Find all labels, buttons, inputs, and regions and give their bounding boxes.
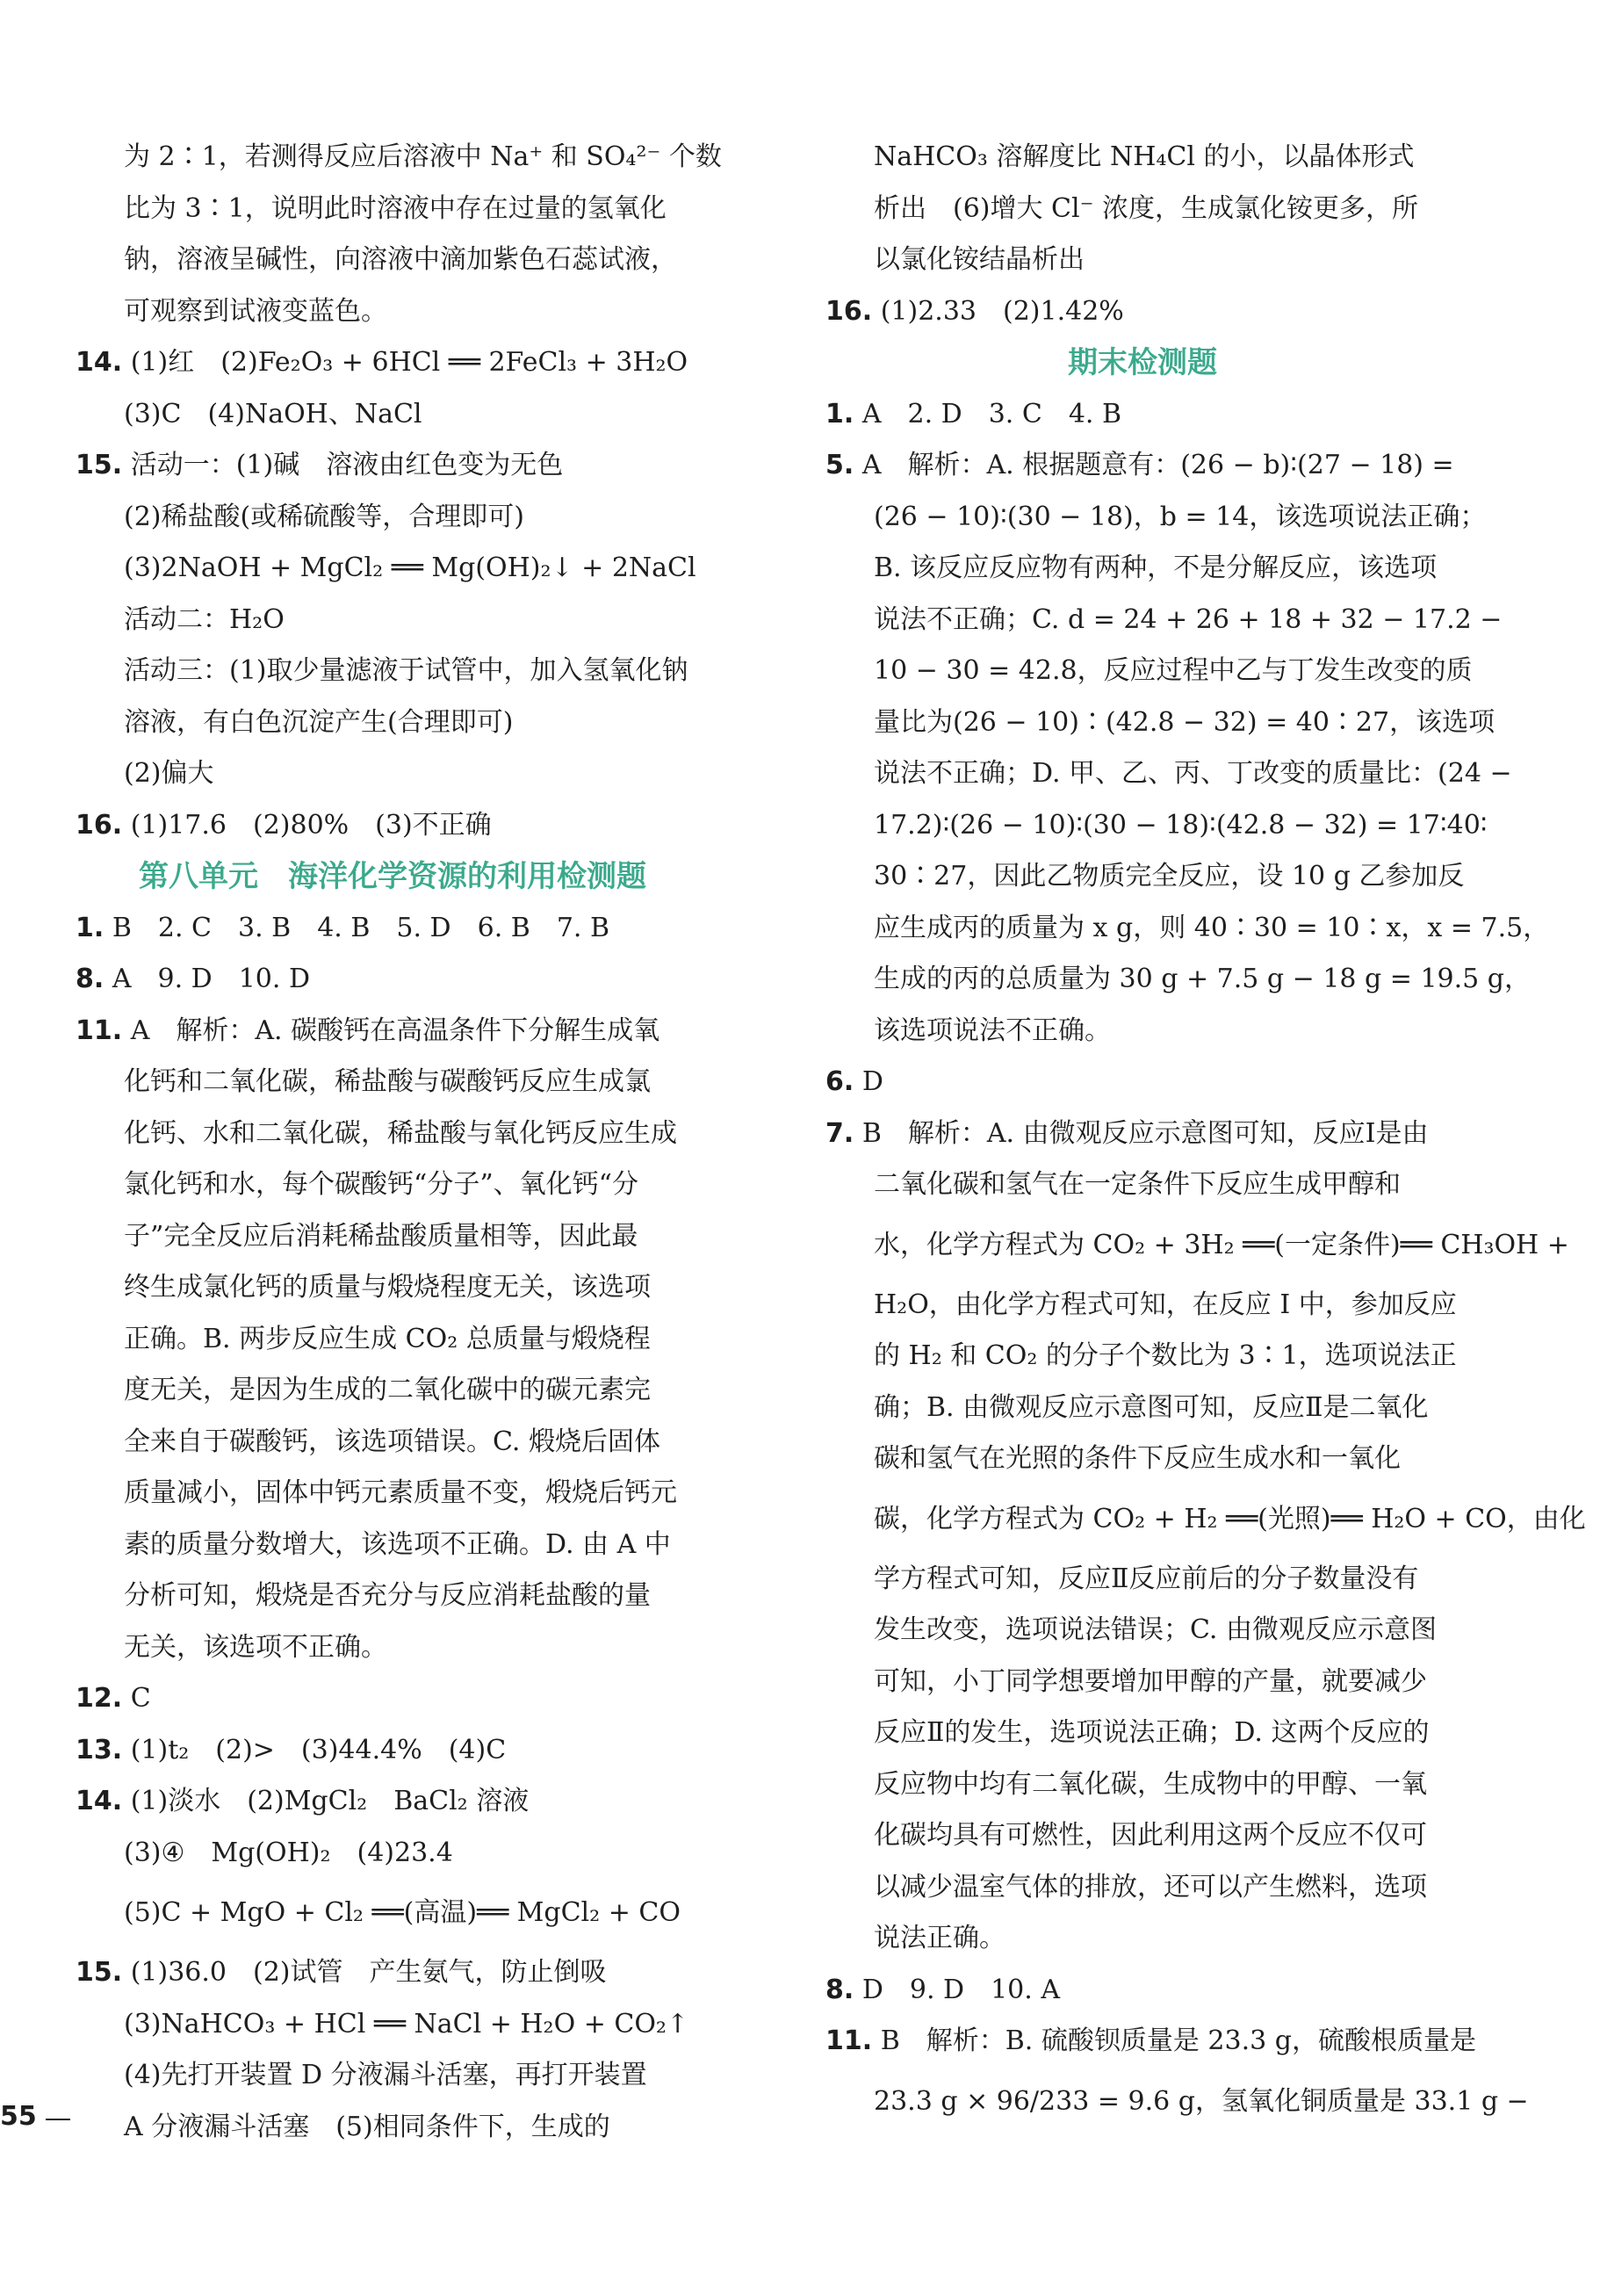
answer-line bbox=[76, 235, 710, 286]
answer-line bbox=[825, 2068, 1529, 2136]
answer-line bbox=[76, 492, 710, 544]
answer-text: 该选项说法不正确。 bbox=[874, 1014, 1111, 1046]
answer-line bbox=[825, 440, 1459, 492]
answer-text: H₂O，由化学方程式可知，在反应 Ⅰ 中，参加反应 bbox=[874, 1289, 1457, 1320]
answer-line bbox=[76, 1262, 710, 1314]
answer-line bbox=[76, 132, 722, 184]
answer-line bbox=[825, 1433, 1459, 1485]
answer-line bbox=[76, 595, 710, 646]
answer-text: (5)C + MgO + Cl₂ ══(高温)══ MgCl₂ + CO bbox=[124, 1897, 681, 1928]
answer-line bbox=[76, 440, 710, 492]
answer-line bbox=[76, 2050, 710, 2102]
answer-line bbox=[825, 748, 1512, 800]
answer-text: 二氧化碳和氢气在一定条件下反应生成甲醇和 bbox=[874, 1169, 1401, 1200]
answer-text: (4)先打开装置 D 分液漏斗活塞，再打开装置 bbox=[124, 2060, 647, 2090]
answer-text: 说法不正确；C. d = 24 + 26 + 18 + 32 − 17.2 − bbox=[874, 603, 1503, 635]
answer-text: 水，化学方程式为 CO₂ + 3H₂ ══(一定条件)══ CH₃OH + bbox=[874, 1229, 1569, 1260]
answer-text: 碳，化学方程式为 CO₂ + H₂ ══(光照)══ H₂O + CO，由化 bbox=[874, 1503, 1586, 1534]
answer-text: 的 H₂ 和 CO₂ 的分子个数比为 3∶1，选项说法正 bbox=[874, 1340, 1457, 1371]
answer-line bbox=[825, 697, 1495, 749]
answer-text: 可观察到试液变蓝色。 bbox=[124, 295, 387, 327]
answer-line bbox=[76, 954, 710, 1006]
answer-text: 确；B. 由微观反应示意图可知，反应Ⅱ是二氧化 bbox=[874, 1391, 1429, 1423]
answer-text: 化碳均具有可燃性，因此利用这两个反应不仅可 bbox=[874, 1820, 1427, 1851]
answer-line bbox=[76, 1879, 710, 1947]
answer-text: (3)NaHCO₃ + HCl ══ NaCl + H₂O + CO₂↑ bbox=[124, 2008, 689, 2040]
answer-line bbox=[76, 286, 710, 338]
answer-line bbox=[825, 851, 1465, 903]
answer-line bbox=[76, 1520, 710, 1571]
answer-text: A 解析：A. 根据题意有：(26 − b)∶(27 − 18) = bbox=[861, 450, 1454, 480]
answer-line bbox=[825, 184, 1459, 235]
answer-text: A 9. D 10. D bbox=[112, 964, 311, 994]
answer-line bbox=[76, 748, 710, 800]
answer-text: 活动三：(1)取少量滤液于试管中，加入氢氧化钠 bbox=[124, 655, 688, 686]
answer-line bbox=[76, 1006, 710, 1058]
answer-line bbox=[825, 1280, 1459, 1332]
answer-text: (1)红 (2)Fe₂O₃ + 6HCl ══ 2FeCl₃ + 3H₂O bbox=[130, 347, 688, 378]
answer-line bbox=[825, 1057, 1459, 1108]
answer-text: 素的质量分数增大，该选项不正确。D. 由 A 中 bbox=[124, 1528, 671, 1560]
answer-line bbox=[76, 2102, 710, 2154]
answer-line bbox=[825, 1331, 1459, 1383]
answer-line bbox=[76, 1622, 710, 1674]
question-number: 16. bbox=[825, 295, 873, 327]
answer-text: 17.2)∶(26 − 10)∶(30 − 18)∶(42.8 − 32) = 17∶40∶ bbox=[874, 809, 1488, 841]
answer-line bbox=[76, 1947, 710, 1999]
answer-line bbox=[76, 1108, 710, 1160]
answer-line bbox=[76, 646, 710, 697]
answer-text: 化钙、水和二氧化碳，稀盐酸与氧化钙反应生成 bbox=[124, 1117, 677, 1149]
answer-text: (1)36.0 (2)试管 产生氨气，防止倒吸 bbox=[130, 1957, 607, 1988]
answer-text: 度无关，是因为生成的二氧化碳中的碳元素完 bbox=[124, 1375, 651, 1405]
answer-line bbox=[76, 1725, 710, 1777]
answer-text: 化钙和二氧化碳，稀盐酸与碳酸钙反应生成氯 bbox=[124, 1066, 651, 1097]
answer-text: A 2. D 3. C 4. B bbox=[861, 398, 1122, 430]
question-number: 14. bbox=[76, 347, 123, 378]
answer-text: 终生成氯化钙的质量与煅烧程度无关，该选项 bbox=[124, 1272, 651, 1303]
answer-line bbox=[76, 903, 710, 955]
answer-text: 分析可知，煅烧是否充分与反应消耗盐酸的量 bbox=[124, 1580, 651, 1611]
answer-line bbox=[76, 1365, 710, 1417]
question-number: 15. bbox=[76, 450, 123, 480]
answer-text: A 解析：A. 碳酸钙在高温条件下分解生成氧 bbox=[130, 1014, 660, 1046]
left-column bbox=[76, 132, 722, 2153]
answer-text: 氯化钙和水，每个碳酸钙“分子”、氧化钙“分 bbox=[124, 1169, 639, 1200]
answer-text: B 2. C 3. B 4. B 5. D 6. B 7. B bbox=[112, 912, 610, 943]
question-number: 6. bbox=[825, 1066, 854, 1097]
answer-line bbox=[76, 1828, 710, 1880]
answer-line bbox=[825, 646, 1473, 697]
answer-text: 说法正确。 bbox=[874, 1923, 1005, 1953]
answer-line bbox=[825, 1159, 1459, 1211]
answer-text: NaHCO₃ 溶解度比 NH₄Cl 的小，以晶体形式 bbox=[874, 141, 1415, 172]
answer-text: 可知，小丁同学想要增加甲醇的产量，就要减少 bbox=[874, 1665, 1427, 1697]
answer-text: 正确。B. 两步反应生成 CO₂ 总质量与煅烧程 bbox=[124, 1323, 651, 1354]
question-number: 12. bbox=[76, 1683, 123, 1714]
answer-line bbox=[825, 1605, 1459, 1657]
answer-line bbox=[825, 543, 1459, 595]
answer-line bbox=[76, 1570, 710, 1622]
answer-text: (3)C (4)NaOH、NaCl bbox=[124, 398, 422, 430]
answer-text: 比为 3∶1，说明此时溶液中存在过量的氢氧化 bbox=[124, 192, 667, 224]
answer-line bbox=[76, 1159, 710, 1211]
answer-text: (2)稀盐酸(或稀硫酸等，合理即可) bbox=[124, 501, 524, 532]
question-number: 1. bbox=[76, 912, 105, 943]
answer-line bbox=[76, 337, 710, 389]
answer-text: 反应物中均有二氧化碳，生成物中的甲醇、一氧 bbox=[874, 1768, 1427, 1800]
answer-line bbox=[825, 389, 1459, 441]
question-number: 8. bbox=[825, 1974, 854, 2005]
section-heading: 第八单元 海洋化学资源的利用检测题 bbox=[139, 859, 646, 894]
answer-text: 为 2∶1，若测得反应后溶液中 Na⁺ 和 SO₄²⁻ 个数 bbox=[124, 141, 722, 172]
answer-text: 反应Ⅱ的发生，选项说法正确；D. 这两个反应的 bbox=[874, 1717, 1430, 1748]
answer-text: 30∶27，因此乙物质完全反应，设 10 g 乙参加反 bbox=[874, 861, 1465, 892]
question-number: 13. bbox=[76, 1734, 123, 1765]
answer-text: 生成的丙的总质量为 30 g + 7.5 g − 18 g = 19.5 g， bbox=[874, 964, 1531, 994]
answer-line bbox=[825, 132, 1459, 184]
answer-line bbox=[825, 1108, 1459, 1160]
question-number: 11. bbox=[825, 2025, 873, 2056]
answer-text: (1)17.6 (2)80% (3)不正确 bbox=[130, 809, 492, 841]
question-number: 5. bbox=[825, 450, 854, 480]
question-number: 8. bbox=[76, 964, 105, 994]
answer-text: A 分液漏斗活塞 (5)相同条件下，生成的 bbox=[124, 2111, 610, 2142]
answer-text: 以减少温室气体的排放，还可以产生燃料，选项 bbox=[874, 1871, 1427, 1903]
answer-text: (2)偏大 bbox=[124, 758, 214, 789]
answer-line bbox=[825, 954, 1531, 1006]
answer-line bbox=[825, 1759, 1459, 1811]
answer-line bbox=[76, 1673, 710, 1725]
section-heading: 期末检测题 bbox=[1068, 345, 1217, 380]
answer-line bbox=[825, 1708, 1459, 1759]
answer-text: 析出 (6)增大 Cl⁻ 浓度，生成氯化铵更多，所 bbox=[874, 192, 1418, 224]
question-number: 1. bbox=[825, 398, 854, 430]
answer-text: 以氯化铵结晶析出 bbox=[874, 244, 1085, 275]
answer-text: 碳和氢气在光照的条件下反应生成水和一氧化 bbox=[874, 1443, 1401, 1474]
answer-text: 钠，溶液呈碱性，向溶液中滴加紫色石蕊试液， bbox=[124, 244, 677, 275]
answer-line bbox=[825, 1913, 1459, 1965]
answer-text: (26 − 10)∶(30 − 18)，b = 14，该选项说法正确； bbox=[874, 501, 1487, 532]
answer-text: D 9. D 10. A bbox=[861, 1974, 1061, 2005]
answer-text: 无关，该选项不正确。 bbox=[124, 1631, 387, 1663]
answer-line bbox=[76, 1211, 710, 1263]
answer-text: B. 该反应反应物有两种，不是分解反应，该选项 bbox=[874, 552, 1438, 583]
answer-line bbox=[825, 1383, 1459, 1434]
answer-text: (3)2NaOH + MgCl₂ ══ Mg(OH)₂↓ + 2NaCl bbox=[124, 552, 696, 583]
question-number: 7. bbox=[825, 1117, 854, 1149]
answer-line bbox=[76, 800, 710, 852]
answer-text: 活动一：(1)碱 溶液由红色变为无色 bbox=[130, 450, 564, 480]
answer-line bbox=[76, 1314, 710, 1366]
answer-line bbox=[76, 389, 710, 441]
answer-line bbox=[825, 1862, 1459, 1914]
answer-text: B 解析：B. 硫酸钡质量是 23.3 g，硫酸根质量是 bbox=[880, 2025, 1476, 2056]
answer-line bbox=[825, 1810, 1459, 1862]
answer-line bbox=[76, 184, 710, 235]
answer-text: 子”完全反应后消耗稀盐酸质量相等，因此最 bbox=[124, 1220, 638, 1252]
page-number-rule bbox=[46, 2119, 70, 2120]
answer-line bbox=[825, 1485, 1586, 1554]
answer-text: 溶液，有白色沉淀产生(合理即可) bbox=[124, 706, 514, 738]
answer-line bbox=[825, 1965, 1459, 2017]
question-number: 11. bbox=[76, 1014, 123, 1046]
answer-line bbox=[76, 1776, 710, 1828]
answer-text: 量比为(26 − 10)∶(42.8 − 32) = 40∶27，该选项 bbox=[874, 706, 1495, 738]
answer-text: 23.3 g × 96/233 = 9.6 g，氢氧化铜质量是 33.1 g − bbox=[874, 2085, 1529, 2117]
answer-line bbox=[825, 492, 1487, 544]
answer-line bbox=[76, 543, 710, 595]
answer-line bbox=[76, 1468, 710, 1520]
answer-text: B 解析：A. 由微观反应示意图可知，反应Ⅰ是由 bbox=[861, 1117, 1429, 1149]
answer-text: 全来自于碳酸钙，该选项错误。C. 煅烧后固体 bbox=[124, 1426, 660, 1457]
question-number: 15. bbox=[76, 1957, 123, 1988]
answer-text: 说法不正确；D. 甲、乙、丙、丁改变的质量比：(24 − bbox=[874, 758, 1512, 789]
answer-line bbox=[825, 1211, 1569, 1280]
page-number: 55 bbox=[0, 2101, 37, 2132]
answer-text: (3)④ Mg(OH)₂ (4)23.4 bbox=[124, 1837, 453, 1868]
answer-text: C bbox=[130, 1683, 151, 1714]
question-number: 14. bbox=[76, 1786, 123, 1816]
answer-text: D bbox=[861, 1066, 883, 1097]
answer-text: (1)t₂ (2)> (3)44.4% (4)C bbox=[130, 1734, 507, 1765]
answer-line bbox=[825, 903, 1550, 955]
answer-line bbox=[825, 1657, 1459, 1708]
answer-text: 质量减小，固体中钙元素质量不变，煅烧后钙元 bbox=[124, 1477, 677, 1508]
answer-line bbox=[825, 2016, 1476, 2068]
answer-text: 发生改变，选项说法错误；C. 由微观反应示意图 bbox=[874, 1614, 1437, 1645]
answer-text: 10 − 30 = 42.8，反应过程中乙与丁发生改变的质 bbox=[874, 655, 1473, 686]
answer-line bbox=[825, 1006, 1459, 1058]
answer-text: 应生成丙的质量为 x g，则 40∶30 = 10∶x，x = 7.5， bbox=[874, 912, 1550, 943]
answer-line bbox=[825, 286, 1459, 338]
answer-line bbox=[825, 1554, 1459, 1606]
answer-text: (1)淡水 (2)MgCl₂ BaCl₂ 溶液 bbox=[130, 1786, 530, 1816]
answer-line bbox=[76, 1417, 710, 1469]
answer-line bbox=[825, 595, 1503, 646]
answer-text: (1)2.33 (2)1.42% bbox=[880, 295, 1124, 327]
answer-line bbox=[825, 235, 1459, 286]
answer-text: 学方程式可知，反应Ⅱ反应前后的分子数量没有 bbox=[874, 1563, 1419, 1594]
question-number: 16. bbox=[76, 809, 123, 841]
answer-line bbox=[76, 697, 710, 749]
answer-text: 活动二：H₂O bbox=[124, 603, 285, 635]
right-column bbox=[825, 132, 1586, 2136]
answer-line bbox=[825, 800, 1488, 852]
answer-line bbox=[76, 1057, 710, 1108]
answer-line bbox=[76, 1999, 710, 2051]
